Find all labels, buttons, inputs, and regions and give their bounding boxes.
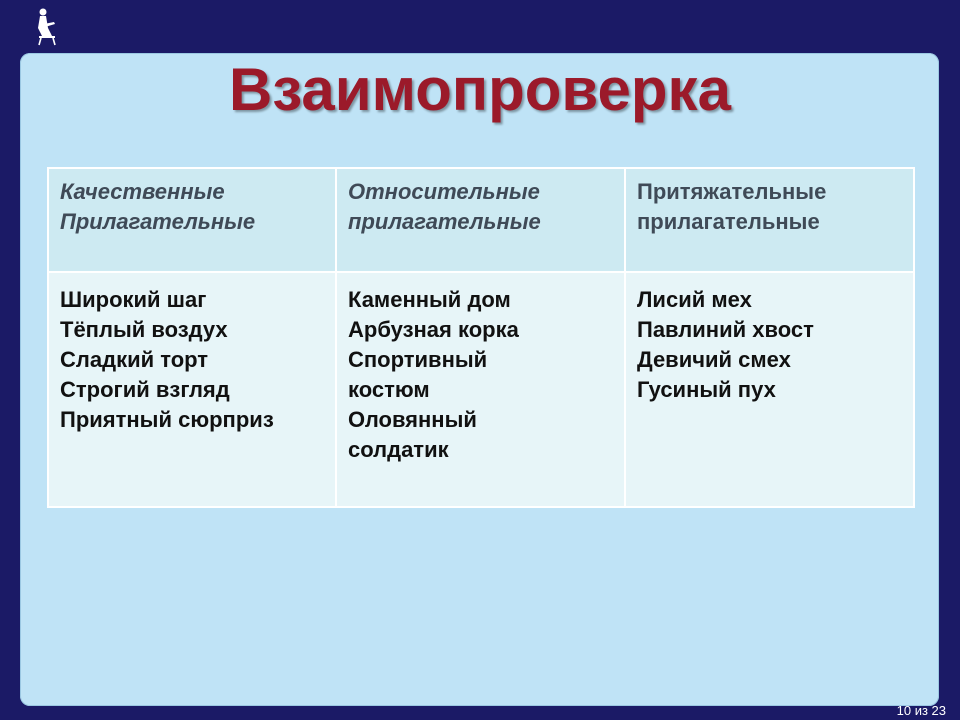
list-item: Строгий взгляд [60, 377, 230, 402]
list-item: Широкий шаг [60, 287, 207, 312]
column-possessive [625, 272, 914, 507]
presenter-logo-icon [28, 6, 62, 46]
adjectives-table [47, 167, 915, 508]
table-row [48, 272, 914, 507]
list-item: Лисий мех [637, 287, 752, 312]
header-possessive: Притяжательные прилагательные [625, 168, 914, 272]
list-item: Сладкий торт [60, 347, 209, 372]
slide-title: Взаимопроверка [229, 56, 731, 123]
column-relative [336, 272, 625, 507]
list-item: Павлиний хвост [637, 317, 814, 342]
header-qualitative: Качественные Прилагательные [48, 168, 336, 272]
header-relative: Относительные прилагательные [336, 168, 625, 272]
list-item: Оловянный солдатик [348, 407, 477, 462]
list-item: Арбузная корка [348, 317, 519, 342]
list-item: Девичий смех [637, 347, 791, 372]
list-item: Каменный дом [348, 287, 511, 312]
list-item: Спортивный костюм [348, 347, 488, 402]
list-item: Приятный сюрприз [60, 407, 274, 432]
table-header-row [48, 168, 914, 272]
column-qualitative [48, 272, 336, 507]
list-item: Гусиный пух [637, 377, 776, 402]
list-item: Тёплый воздух [60, 317, 228, 342]
page-indicator: 10 из 23 [896, 703, 946, 718]
